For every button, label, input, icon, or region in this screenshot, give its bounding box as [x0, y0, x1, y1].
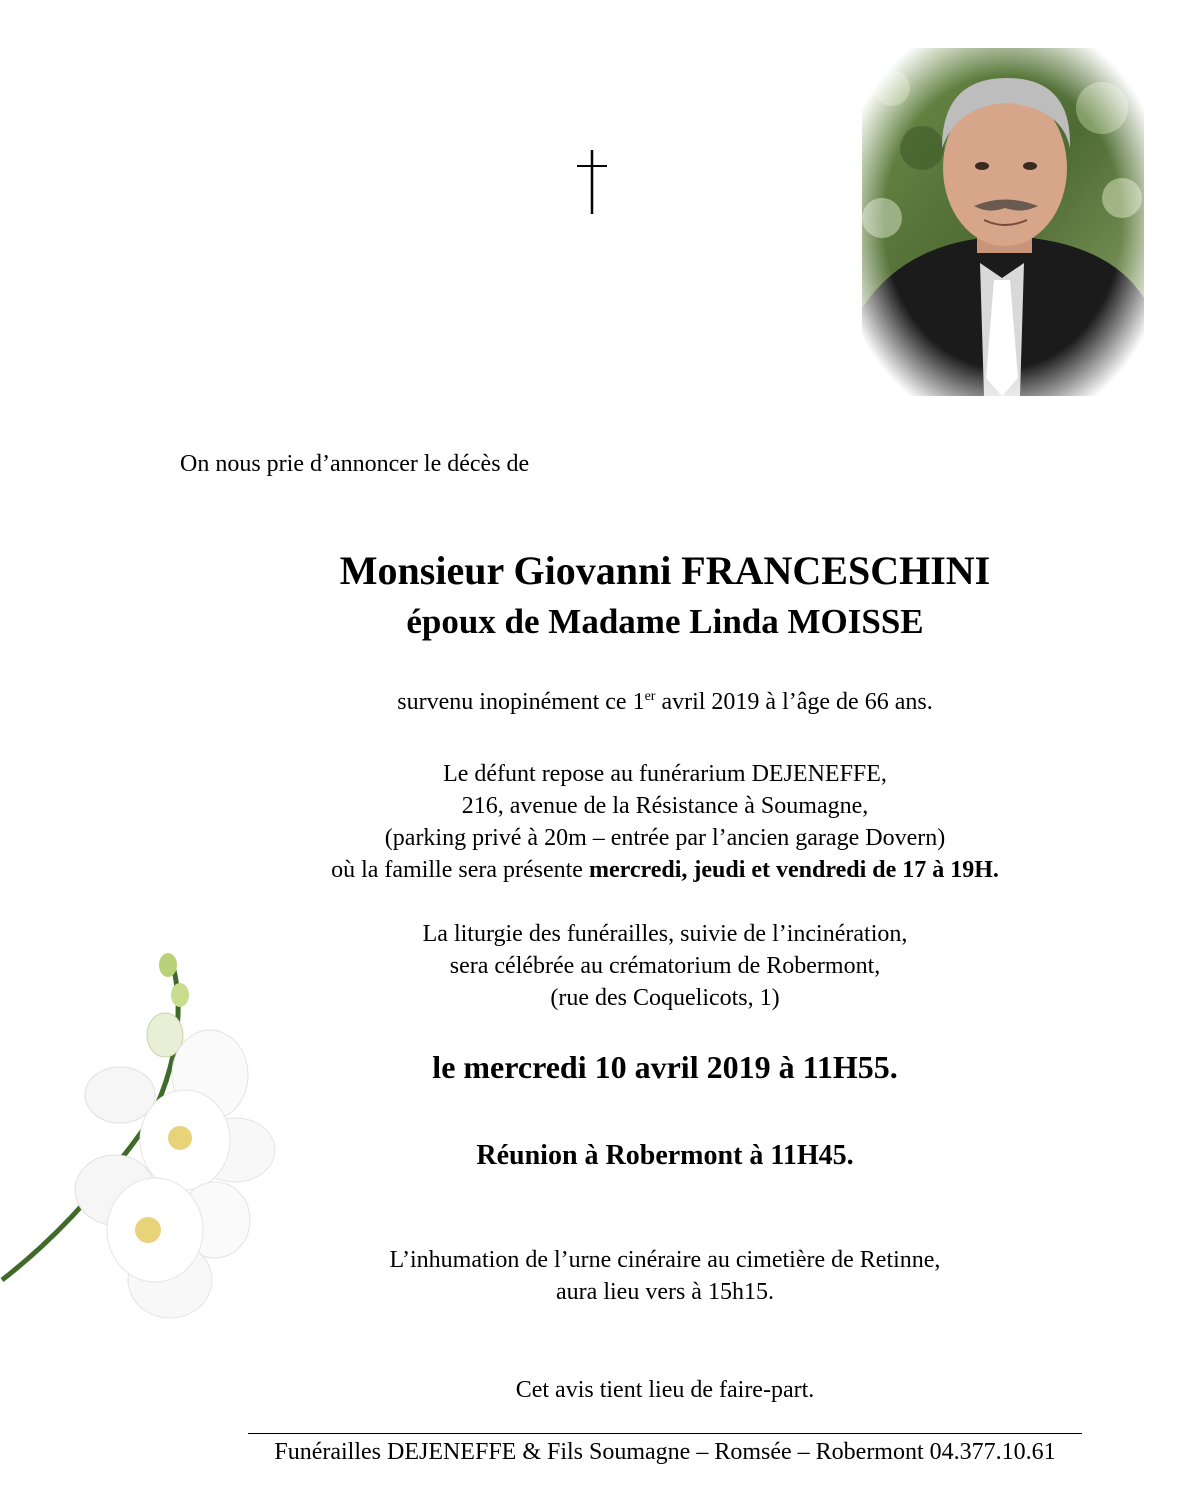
- meeting-time: Réunion à Robermont à 11H45.: [476, 1140, 854, 1171]
- ceremony-line-1: La liturgie des funérailles, suivie de l’incinération,: [422, 921, 908, 947]
- ceremony-line-2: sera célébrée au crématorium de Robermont,: [449, 953, 881, 979]
- visitation-line-1: Le défunt repose au funérarium DEJENEFFE,: [443, 761, 887, 787]
- death-prefix: survenu inopinément ce 1: [397, 689, 645, 715]
- burial-line-1: L’inhumation de l’urne cinéraire au cimetière de Retinne,: [389, 1247, 941, 1273]
- death-suffix: avril 2019 à l’âge de 66 ans.: [655, 689, 933, 715]
- portrait-photo: [862, 48, 1144, 396]
- intro-text: On nous prie d’annoncer le décès de: [180, 451, 530, 477]
- footer-text: Funérailles DEJENEFFE & Fils Soumagne – Romsée – Robermont 04.377.10.61: [274, 1439, 1056, 1465]
- death-ordinal: er: [644, 689, 656, 704]
- death-line: [240, 686, 1090, 718]
- visitation-line-3: (parking privé à 20m – entrée par l’ancien garage Dovern): [384, 825, 946, 851]
- deceased-name: Monsieur Giovanni FRANCESCHINI: [339, 548, 991, 593]
- burial-line-2: aura lieu vers à 15h15.: [556, 1279, 774, 1305]
- visitation-prefix: où la famille sera présente: [331, 857, 589, 883]
- visitation-days: mercredi, jeudi et vendredi de 17 à 19H.: [588, 857, 999, 883]
- cross-icon: [574, 148, 610, 216]
- footer-divider: [248, 1433, 1082, 1434]
- visitation-line-2: 216, avenue de la Résistance à Soumagne,: [461, 793, 869, 819]
- ceremony-line-3: (rue des Coquelicots, 1): [550, 985, 780, 1011]
- funeral-date: le mercredi 10 avril 2019 à 11H55.: [432, 1049, 898, 1085]
- notice-text: Cet avis tient lieu de faire-part.: [515, 1377, 815, 1403]
- spouse-line: époux de Madame Linda MOISSE: [406, 602, 924, 641]
- visitation-line-4: [240, 854, 1090, 886]
